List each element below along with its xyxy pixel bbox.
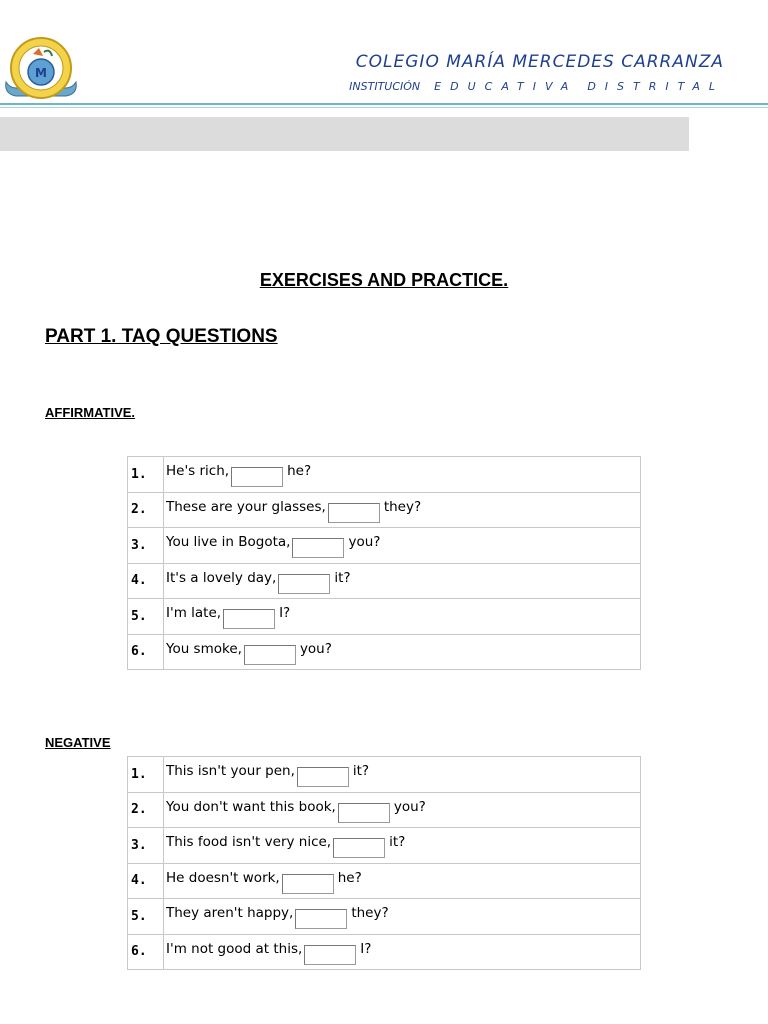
- question-cell: [164, 757, 641, 793]
- affirmative-exercise-table: [127, 456, 641, 670]
- question-tag-text: he?: [287, 463, 312, 480]
- table-row: [128, 599, 641, 635]
- question-number: 4.: [128, 863, 164, 899]
- question-number: 5.: [128, 599, 164, 635]
- answer-input[interactable]: [304, 945, 356, 965]
- question-number: 2.: [128, 792, 164, 828]
- school-seal-logo: [2, 30, 80, 108]
- question-number: 3.: [128, 528, 164, 564]
- table-row: [128, 792, 641, 828]
- question-tag-text: it?: [334, 569, 351, 586]
- page-title: EXERCISES AND PRACTICE.: [259, 270, 509, 290]
- school-name: COLEGIO MARÍA MERCEDES CARRANZA: [355, 52, 724, 72]
- answer-input[interactable]: [282, 874, 334, 894]
- answer-input[interactable]: [333, 838, 385, 858]
- question-text: He doesn't work,: [166, 869, 280, 886]
- question-number: 6.: [128, 634, 164, 670]
- question-number: 5.: [128, 899, 164, 935]
- question-cell: [164, 634, 641, 670]
- negative-exercise-table: [127, 756, 641, 970]
- question-tag-text: they?: [351, 905, 389, 922]
- table-row: [128, 528, 641, 564]
- question-text: This isn't your pen,: [166, 763, 295, 780]
- question-tag-text: they?: [383, 498, 422, 515]
- question-number: 1.: [128, 757, 164, 793]
- answer-input[interactable]: [244, 645, 296, 665]
- negative-label: NEGATIVE: [45, 735, 111, 750]
- question-number: 4.: [128, 563, 164, 599]
- subtitle-word-institution: INSTITUCIÓN: [349, 80, 421, 93]
- answer-input[interactable]: [297, 767, 349, 787]
- answer-input[interactable]: [231, 467, 283, 487]
- question-cell: [164, 899, 641, 935]
- table-row: [128, 828, 641, 864]
- question-number: 1.: [128, 457, 164, 493]
- question-number: 2.: [128, 492, 164, 528]
- question-text: These are your glasses,: [166, 498, 326, 515]
- question-number: 3.: [128, 828, 164, 864]
- table-row: [128, 863, 641, 899]
- table-row: [128, 934, 641, 970]
- question-text: You don't want this book,: [166, 798, 336, 815]
- question-tag-text: you?: [348, 534, 381, 551]
- question-cell: [164, 934, 641, 970]
- question-cell: [164, 528, 641, 564]
- answer-input[interactable]: [295, 909, 347, 929]
- question-tag-text: I?: [360, 940, 372, 957]
- question-cell: [164, 492, 641, 528]
- question-cell: [164, 792, 641, 828]
- question-text: They aren't happy,: [166, 905, 294, 922]
- question-cell: [164, 563, 641, 599]
- question-tag-text: you?: [393, 798, 426, 815]
- answer-input[interactable]: [338, 803, 390, 823]
- question-number: 6.: [128, 934, 164, 970]
- table-row: [128, 757, 641, 793]
- question-tag-text: I?: [279, 605, 291, 622]
- svg-text:M: M: [35, 66, 47, 80]
- question-text: This food isn't very nice,: [166, 834, 332, 851]
- question-tag-text: he?: [337, 869, 362, 886]
- gray-banner: [0, 117, 689, 151]
- question-text: I'm late,: [166, 605, 222, 622]
- affirmative-label: AFFIRMATIVE.: [45, 405, 136, 420]
- question-text: He's rich,: [166, 463, 230, 480]
- question-text: You smoke,: [166, 640, 242, 657]
- subtitle-word-distrital: DISTRITAL: [587, 80, 724, 93]
- question-tag-text: it?: [389, 834, 406, 851]
- part-title: PART 1. TAQ QUESTIONS: [45, 326, 278, 347]
- question-tag-text: it?: [352, 763, 370, 780]
- question-cell: [164, 457, 641, 493]
- answer-input[interactable]: [223, 609, 275, 629]
- question-tag-text: you?: [299, 640, 332, 657]
- question-cell: [164, 599, 641, 635]
- table-row: [128, 563, 641, 599]
- answer-input[interactable]: [328, 503, 380, 523]
- answer-input[interactable]: [292, 538, 344, 558]
- question-text: It's a lovely day,: [166, 569, 277, 586]
- question-text: I'm not good at this,: [166, 940, 303, 957]
- header-divider: [0, 103, 768, 105]
- table-row: [128, 634, 641, 670]
- subtitle-word-educativa: EDUCATIVA: [434, 80, 578, 93]
- institution-subtitle: [349, 80, 724, 93]
- question-cell: [164, 828, 641, 864]
- table-row: [128, 899, 641, 935]
- question-text: You live in Bogota,: [166, 534, 291, 551]
- table-row: [128, 492, 641, 528]
- table-row: [128, 457, 641, 493]
- header-divider-secondary: [0, 107, 768, 108]
- answer-input[interactable]: [278, 574, 330, 594]
- question-cell: [164, 863, 641, 899]
